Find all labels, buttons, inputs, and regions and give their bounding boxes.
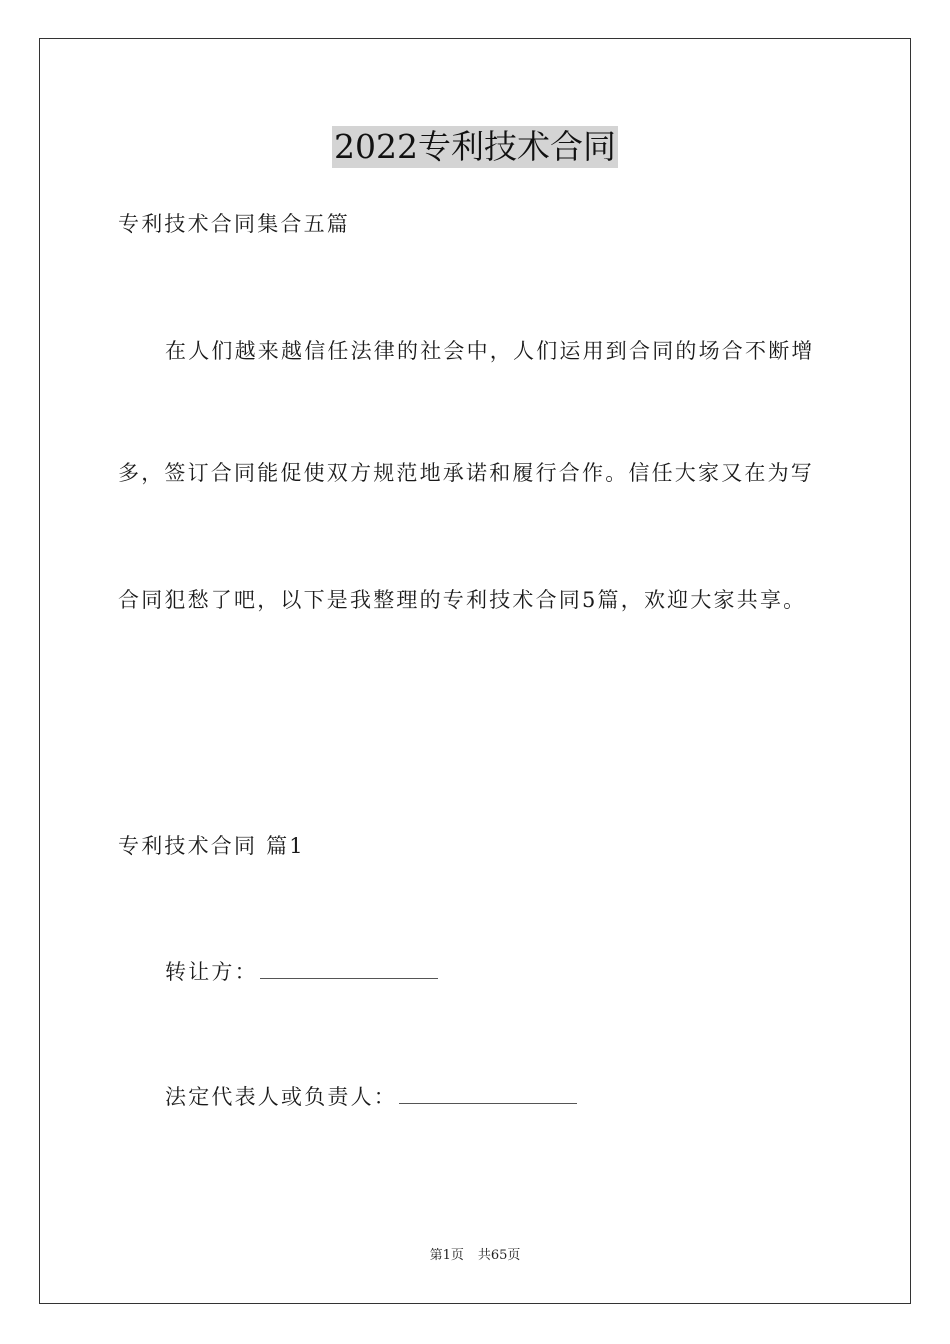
field-legal-rep-blank (399, 1083, 577, 1104)
field-legal-rep (165, 1083, 577, 1111)
intro-line-3: 合同犯愁了吧，以下是我整理的专利技术合同5篇，欢迎大家共享。 (118, 588, 807, 612)
title-container (0, 126, 950, 168)
field-transferor-label: 转让方： (165, 960, 258, 984)
section-heading: 专利技术合同 篇1 (118, 834, 305, 858)
intro-line-2: 多，签订合同能促使双方规范地承诺和履行合作。信任大家又在为写 (118, 461, 814, 485)
footer-total-pages: 共65页 (477, 1248, 521, 1263)
document-subtitle: 专利技术合同集合五篇 (118, 212, 350, 236)
field-transferor-blank (260, 958, 438, 979)
footer-page-number: 第1页 (429, 1248, 464, 1263)
field-transferor (165, 958, 438, 986)
field-legal-rep-label: 法定代表人或负责人： (165, 1085, 397, 1109)
page-footer (0, 1247, 950, 1265)
intro-line-1: 在人们越来越信任法律的社会中，人们运用到合同的场合不断增 (165, 339, 815, 363)
document-title: 2022专利技术合同 (334, 127, 616, 166)
